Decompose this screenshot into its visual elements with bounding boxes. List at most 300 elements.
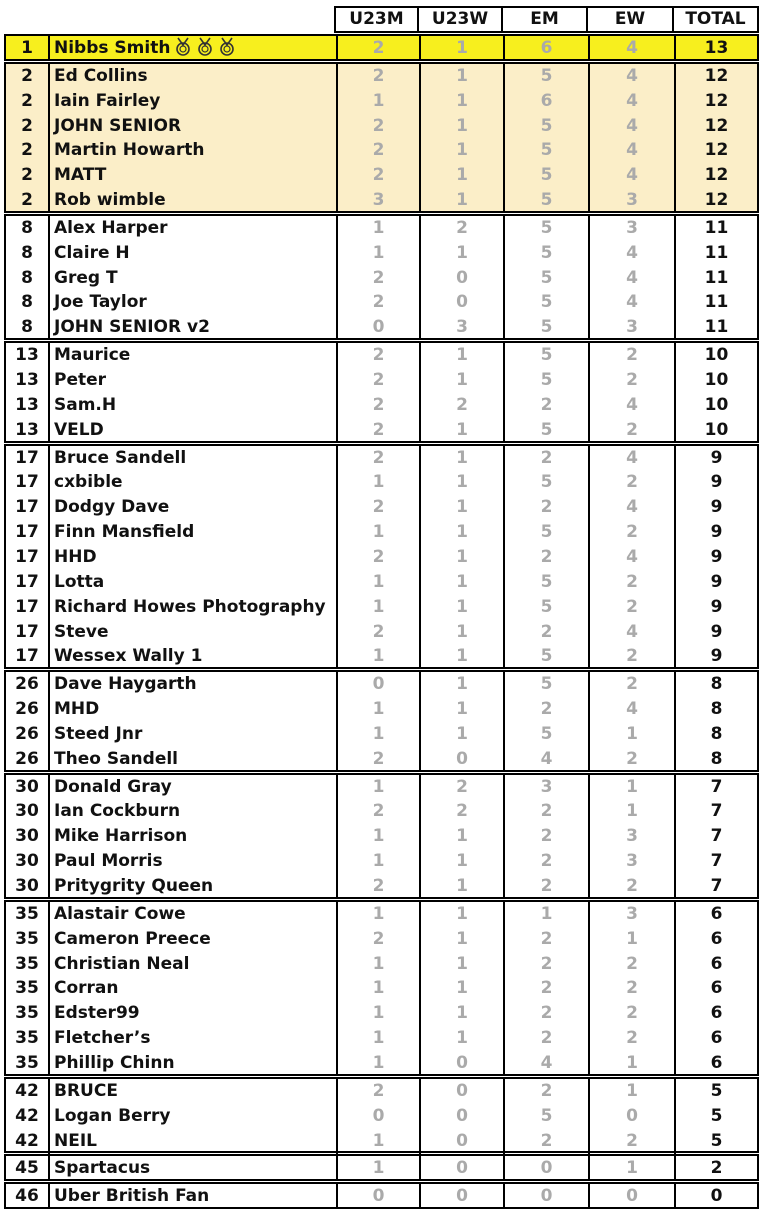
u23w-cell: 1: [419, 545, 503, 570]
medal-icon: [218, 37, 236, 56]
ew-cell: 2: [588, 1001, 674, 1026]
rank-cell: 13: [15, 394, 39, 415]
ew-cell: 1: [588, 927, 674, 952]
rank-cell: 8: [21, 317, 33, 338]
player-name: Rob wimble: [54, 190, 166, 211]
u23m-cell: 2: [336, 495, 419, 520]
ew-cell: 3: [588, 315, 674, 340]
rank-cell: 17: [15, 546, 39, 567]
em-cell: 2: [503, 824, 588, 849]
table-row: [6, 927, 757, 952]
ew-cell: 1: [588, 799, 674, 824]
player-name: JOHN SENIOR v2: [54, 317, 210, 338]
total-cell: 2: [674, 1156, 757, 1181]
player-name-cell: [48, 163, 336, 188]
player-name-cell: [48, 343, 336, 368]
ew-cell: 2: [588, 418, 674, 443]
ew-cell: 1: [588, 1051, 674, 1076]
em-cell: 5: [503, 343, 588, 368]
rank-cell: 17: [15, 522, 39, 543]
table-row: [6, 188, 757, 213]
player-name: VELD: [54, 419, 104, 440]
player-name-cell: [48, 241, 336, 266]
u23w-cell: 1: [419, 824, 503, 849]
ew-cell: 2: [588, 952, 674, 977]
u23w-cell: 1: [419, 927, 503, 952]
ew-cell: 4: [588, 697, 674, 722]
rank-cell: 30: [15, 826, 39, 847]
player-name: Finn Mansfield: [54, 522, 195, 543]
player-name-cell: [48, 290, 336, 315]
player-name-cell: [48, 188, 336, 213]
player-name: BRUCE: [54, 1080, 118, 1101]
total-cell: 12: [674, 114, 757, 139]
u23w-cell: 1: [419, 595, 503, 620]
medal-icon: [174, 37, 192, 56]
rank-cell: 30: [15, 801, 39, 822]
u23m-cell: 2: [336, 1079, 419, 1104]
total-cell: 7: [674, 849, 757, 874]
rank-group: [4, 670, 759, 771]
table-row: [6, 570, 757, 595]
player-name-cell: [48, 849, 336, 874]
u23m-cell: 1: [336, 644, 419, 669]
ew-cell: 1: [588, 1156, 674, 1181]
em-cell: 4: [503, 747, 588, 772]
rank-cell: 17: [15, 621, 39, 642]
u23m-cell: 1: [336, 722, 419, 747]
total-cell: 6: [674, 1001, 757, 1026]
u23w-cell: 1: [419, 570, 503, 595]
table-row: [6, 114, 757, 139]
ew-cell: 0: [588, 1104, 674, 1129]
em-cell: 5: [503, 644, 588, 669]
u23w-cell: 1: [419, 520, 503, 545]
total-cell: 8: [674, 747, 757, 772]
table-row: [6, 824, 757, 849]
table-row: [6, 697, 757, 722]
player-name: Ian Cockburn: [54, 801, 181, 822]
table-row: [6, 315, 757, 340]
u23w-cell: 1: [419, 138, 503, 163]
em-cell: 2: [503, 620, 588, 645]
ew-cell: 2: [588, 1129, 674, 1154]
total-cell: 6: [674, 1051, 757, 1076]
player-name-cell: [48, 976, 336, 1001]
ew-cell: 2: [588, 644, 674, 669]
player-name: Greg T: [54, 267, 118, 288]
rank-cell: 2: [21, 140, 33, 161]
total-cell: 9: [674, 570, 757, 595]
u23m-cell: 1: [336, 1026, 419, 1051]
rank-cell: 17: [15, 497, 39, 518]
player-name: Logan Berry: [54, 1105, 171, 1126]
em-cell: 5: [503, 188, 588, 213]
rank-cell: 1: [21, 38, 33, 58]
table-row: [6, 874, 757, 899]
player-name: Maurice: [54, 345, 131, 366]
table-row: [6, 595, 757, 620]
table-row: [6, 290, 757, 315]
ew-cell: 2: [588, 874, 674, 899]
header-em: EM: [501, 6, 588, 33]
table-row: [6, 722, 757, 747]
rank-group: [4, 214, 759, 340]
u23w-cell: 1: [419, 446, 503, 471]
rank-cell: 8: [21, 267, 33, 288]
u23m-cell: 1: [336, 595, 419, 620]
table-row: [6, 368, 757, 393]
player-name: Cameron Preece: [54, 928, 211, 949]
ew-cell: 2: [588, 595, 674, 620]
total-cell: 7: [674, 775, 757, 800]
ew-cell: 4: [588, 620, 674, 645]
player-name: Mike Harrison: [54, 826, 188, 847]
u23m-cell: 1: [336, 1129, 419, 1154]
em-cell: 5: [503, 266, 588, 291]
player-name: Corran: [54, 978, 119, 999]
rank-cell: 35: [15, 928, 39, 949]
rank-group: [4, 341, 759, 442]
rank-cell: 2: [21, 115, 33, 136]
ew-cell: 3: [588, 188, 674, 213]
em-cell: 5: [503, 290, 588, 315]
rank-group: [4, 900, 759, 1076]
rank-cell: 8: [21, 292, 33, 313]
total-cell: 0: [674, 1184, 757, 1209]
player-name: Iain Fairley: [54, 90, 161, 111]
total-cell: 13: [674, 36, 757, 61]
ew-cell: 2: [588, 976, 674, 1001]
ew-cell: 3: [588, 824, 674, 849]
u23w-cell: 1: [419, 241, 503, 266]
rank-cell: 42: [15, 1130, 39, 1151]
total-cell: 9: [674, 495, 757, 520]
u23m-cell: 2: [336, 927, 419, 952]
player-name: Nibbs Smith: [54, 38, 171, 58]
u23w-cell: 1: [419, 368, 503, 393]
rank-cell: 13: [15, 419, 39, 440]
player-name-cell: [48, 672, 336, 697]
u23m-cell: 1: [336, 1051, 419, 1076]
column-header-row: [334, 6, 759, 33]
u23w-cell: 1: [419, 188, 503, 213]
total-cell: 12: [674, 64, 757, 89]
total-cell: 12: [674, 163, 757, 188]
total-cell: 12: [674, 138, 757, 163]
ew-cell: 2: [588, 520, 674, 545]
u23m-cell: 2: [336, 290, 419, 315]
player-name-cell: [48, 1104, 336, 1129]
total-cell: 5: [674, 1079, 757, 1104]
player-name-cell: [48, 824, 336, 849]
table-row: [6, 1026, 757, 1051]
em-cell: 5: [503, 216, 588, 241]
em-cell: 5: [503, 520, 588, 545]
total-cell: 7: [674, 874, 757, 899]
u23w-cell: 1: [419, 952, 503, 977]
rank-cell: 17: [15, 596, 39, 617]
u23w-cell: 2: [419, 775, 503, 800]
em-cell: 2: [503, 976, 588, 1001]
total-cell: 12: [674, 188, 757, 213]
em-cell: 2: [503, 697, 588, 722]
u23m-cell: 1: [336, 952, 419, 977]
player-name: Phillip Chinn: [54, 1052, 175, 1073]
total-cell: 11: [674, 315, 757, 340]
u23w-cell: 1: [419, 470, 503, 495]
player-name-cell: [48, 1079, 336, 1104]
header-total: TOTAL: [672, 6, 759, 33]
rank-group: [4, 34, 759, 61]
u23m-cell: 1: [336, 241, 419, 266]
table-row: [6, 1184, 757, 1209]
u23m-cell: 2: [336, 418, 419, 443]
table-row: [6, 343, 757, 368]
player-name-cell: [48, 644, 336, 669]
player-name: Sam.H: [54, 394, 117, 415]
u23w-cell: 0: [419, 1184, 503, 1209]
rank-cell: 35: [15, 903, 39, 924]
player-name-cell: [48, 1156, 336, 1181]
table-row: [6, 216, 757, 241]
player-name: Pritygrity Queen: [54, 876, 214, 897]
em-cell: 2: [503, 1026, 588, 1051]
player-name: HHD: [54, 546, 97, 567]
u23m-cell: 2: [336, 874, 419, 899]
u23m-cell: 1: [336, 697, 419, 722]
u23m-cell: 0: [336, 315, 419, 340]
table-row: [6, 36, 757, 61]
player-name: Bruce Sandell: [54, 447, 187, 468]
u23m-cell: 0: [336, 1184, 419, 1209]
player-name-cell: [48, 138, 336, 163]
player-name-cell: [48, 775, 336, 800]
u23m-cell: 2: [336, 343, 419, 368]
player-name-cell: [48, 722, 336, 747]
total-cell: 7: [674, 824, 757, 849]
u23m-cell: 2: [336, 393, 419, 418]
u23w-cell: 0: [419, 1079, 503, 1104]
total-cell: 11: [674, 241, 757, 266]
table-row: [6, 393, 757, 418]
rank-group: [4, 62, 759, 213]
header-ew: EW: [586, 6, 674, 33]
table-row: [6, 418, 757, 443]
player-name-cell: [48, 747, 336, 772]
em-cell: 5: [503, 114, 588, 139]
ew-cell: 2: [588, 470, 674, 495]
table-row: [6, 470, 757, 495]
ew-cell: 2: [588, 747, 674, 772]
ew-cell: 3: [588, 849, 674, 874]
rank-cell: 35: [15, 1052, 39, 1073]
player-name-cell: [48, 697, 336, 722]
u23w-cell: 1: [419, 620, 503, 645]
player-name-cell: [48, 1129, 336, 1154]
total-cell: 9: [674, 644, 757, 669]
rank-cell: 17: [15, 447, 39, 468]
total-cell: 12: [674, 89, 757, 114]
total-cell: 11: [674, 216, 757, 241]
player-name-cell: [48, 418, 336, 443]
em-cell: 5: [503, 722, 588, 747]
u23w-cell: 0: [419, 1104, 503, 1129]
u23w-cell: 1: [419, 89, 503, 114]
player-name: Spartacus: [54, 1158, 151, 1179]
u23w-cell: 0: [419, 266, 503, 291]
u23w-cell: 1: [419, 114, 503, 139]
u23m-cell: 2: [336, 64, 419, 89]
rank-cell: 26: [15, 748, 39, 769]
u23m-cell: 0: [336, 672, 419, 697]
em-cell: 2: [503, 874, 588, 899]
em-cell: 5: [503, 163, 588, 188]
ew-cell: 1: [588, 1079, 674, 1104]
player-name-cell: [48, 799, 336, 824]
em-cell: 5: [503, 368, 588, 393]
u23w-cell: 1: [419, 418, 503, 443]
total-cell: 9: [674, 595, 757, 620]
em-cell: 1: [503, 902, 588, 927]
u23m-cell: 2: [336, 36, 419, 61]
rank-cell: 17: [15, 472, 39, 493]
u23m-cell: 2: [336, 368, 419, 393]
player-name-cell: [48, 266, 336, 291]
ew-cell: 2: [588, 343, 674, 368]
u23w-cell: 1: [419, 343, 503, 368]
ew-cell: 3: [588, 902, 674, 927]
total-cell: 8: [674, 672, 757, 697]
em-cell: 5: [503, 595, 588, 620]
u23w-cell: 1: [419, 36, 503, 61]
total-cell: 6: [674, 902, 757, 927]
rank-cell: 13: [15, 370, 39, 391]
player-name: Donald Gray: [54, 776, 172, 797]
u23m-cell: 1: [336, 216, 419, 241]
u23w-cell: 0: [419, 1156, 503, 1181]
player-name: Dodgy Dave: [54, 497, 170, 518]
player-name: Alex Harper: [54, 217, 168, 238]
total-cell: 9: [674, 620, 757, 645]
em-cell: 2: [503, 799, 588, 824]
player-name-cell: [48, 36, 336, 61]
u23w-cell: 0: [419, 290, 503, 315]
table-row: [6, 849, 757, 874]
em-cell: 5: [503, 241, 588, 266]
player-name: Wessex Wally 1: [54, 646, 203, 667]
player-name: Ed Collins: [54, 65, 148, 86]
ew-cell: 4: [588, 36, 674, 61]
u23w-cell: 1: [419, 976, 503, 1001]
u23m-cell: 2: [336, 114, 419, 139]
rank-cell: 2: [21, 65, 33, 86]
table-row: [6, 644, 757, 669]
player-name: NEIL: [54, 1130, 97, 1151]
player-name-cell: [48, 315, 336, 340]
table-row: [6, 266, 757, 291]
rank-cell: 2: [21, 165, 33, 186]
rank-cell: 2: [21, 90, 33, 111]
table-row: [6, 620, 757, 645]
player-name: Theo Sandell: [54, 748, 178, 769]
player-name-cell: [48, 1184, 336, 1209]
u23w-cell: 2: [419, 216, 503, 241]
total-cell: 11: [674, 266, 757, 291]
u23m-cell: 2: [336, 446, 419, 471]
em-cell: 2: [503, 1129, 588, 1154]
table-row: [6, 976, 757, 1001]
rank-cell: 45: [15, 1158, 39, 1179]
table-row: [6, 799, 757, 824]
u23w-cell: 1: [419, 163, 503, 188]
u23w-cell: 1: [419, 849, 503, 874]
player-name-cell: [48, 874, 336, 899]
player-name: Claire H: [54, 242, 130, 263]
rank-cell: 30: [15, 851, 39, 872]
rank-cell: 8: [21, 217, 33, 238]
total-cell: 6: [674, 927, 757, 952]
rank-cell: 35: [15, 978, 39, 999]
table-row: [6, 775, 757, 800]
rank-cell: 35: [15, 1003, 39, 1024]
table-row: [6, 1129, 757, 1154]
em-cell: 2: [503, 393, 588, 418]
table-row: [6, 138, 757, 163]
player-name: Peter: [54, 370, 107, 391]
u23m-cell: 1: [336, 902, 419, 927]
total-cell: 8: [674, 697, 757, 722]
rank-group: [4, 773, 759, 899]
player-name-cell: [48, 595, 336, 620]
player-name: MATT: [54, 165, 107, 186]
em-cell: 5: [503, 418, 588, 443]
total-cell: 10: [674, 418, 757, 443]
u23w-cell: 2: [419, 393, 503, 418]
table-row: [6, 1104, 757, 1129]
player-name-cell: [48, 1001, 336, 1026]
total-cell: 11: [674, 290, 757, 315]
player-name-cell: [48, 620, 336, 645]
u23w-cell: 1: [419, 874, 503, 899]
u23m-cell: 1: [336, 520, 419, 545]
u23m-cell: 1: [336, 824, 419, 849]
em-cell: 2: [503, 545, 588, 570]
rank-cell: 17: [15, 646, 39, 667]
u23m-cell: 1: [336, 775, 419, 800]
rank-cell: 13: [15, 345, 39, 366]
em-cell: 0: [503, 1184, 588, 1209]
ew-cell: 3: [588, 216, 674, 241]
ew-cell: 4: [588, 241, 674, 266]
u23w-cell: 1: [419, 1001, 503, 1026]
player-name-cell: [48, 927, 336, 952]
player-name: Alastair Cowe: [54, 903, 186, 924]
em-cell: 0: [503, 1156, 588, 1181]
player-name-cell: [48, 1051, 336, 1076]
player-name-cell: [48, 64, 336, 89]
rank-cell: 30: [15, 776, 39, 797]
table-row: [6, 520, 757, 545]
total-cell: 6: [674, 1026, 757, 1051]
u23m-cell: 1: [336, 1001, 419, 1026]
player-name-cell: [48, 216, 336, 241]
u23w-cell: 2: [419, 799, 503, 824]
u23m-cell: 1: [336, 976, 419, 1001]
u23m-cell: 1: [336, 570, 419, 595]
player-name: Martin Howarth: [54, 140, 205, 161]
player-name-cell: [48, 495, 336, 520]
